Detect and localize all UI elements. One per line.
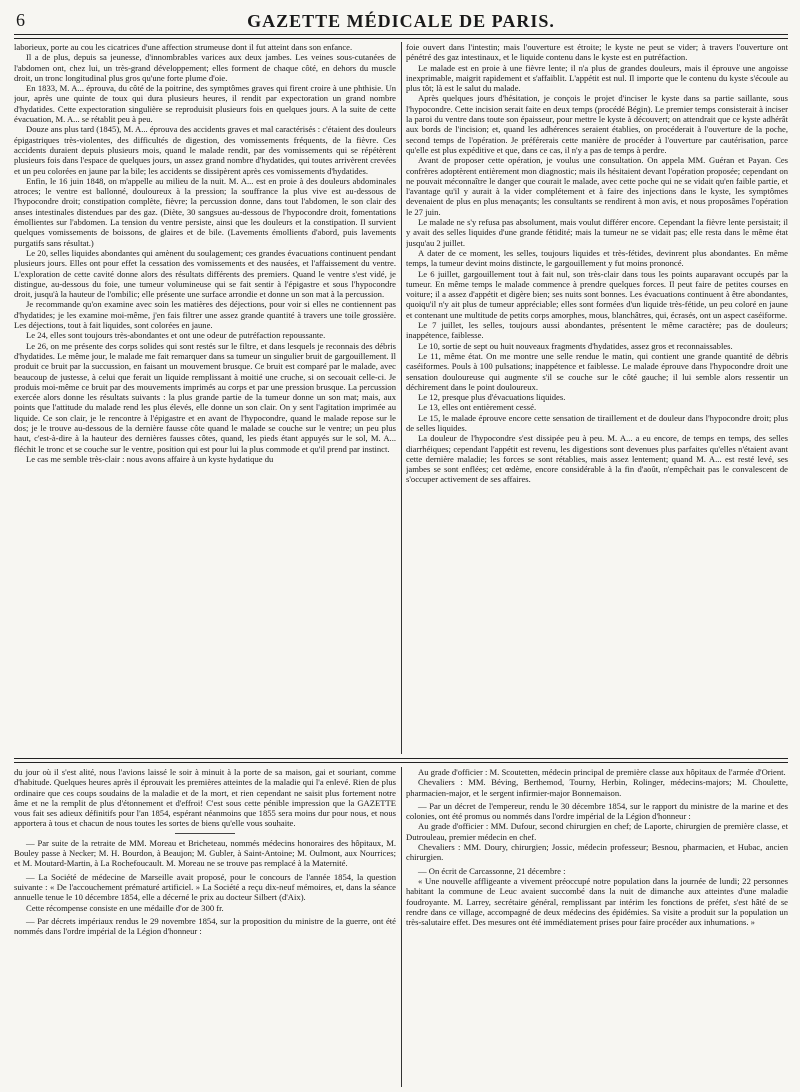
paragraph: Après quelques jours d'hésitation, je conçois le projet d'inciser le kyste dans sa partie saillante, sous l'hypocondre. Cette incision serait faite en deux temps (procédé Bégin). Le premier temps consisterait à inciser la paroi du ventre dans toute son épaisseur, pour mettre le kyste à découvert; on attendrait que ce kyste adhérât aux bords de l'incision; et, quand les adhérences seraient établies, on procéderait à l'ouverture de la poche, second temps de l'opération. Je préférerais cette manière de procéder à l'ouverture par cautérisation, parce qu'elle est plus expéditive et que, dans ce cas, il n'y a pas de temps à perdre. — [406, 93, 788, 155]
news-item: — Par suite de la retraite de MM. Moreau et Bricheteau, nommés médecins honoraires des hôpitaux, M. Bouley passe à Necker; M. H. Bourdon, à Beaujon; M. Gubler, à Saint-Antoine; M. Oulmont, aux Nourrices; et M. Moutard-Martin, à La Rochefoucault. M. Moreau ne se trouve pas remplacé à la Maternité. — [14, 837, 396, 869]
paragraph: Le 26, on me présente des corps solides qui sont restés sur le filtre, et dans lesquels je reconnais des débris d'hydatides. Le même jour, le malade me fait remarquer dans sa tumeur un singulier bruit de gargouillement. Il produit ce bruit par la succussion, en faisant un mouvement brusque. Ce bruit est comparé par le malade, avec beaucoup de justesse, à celui que ferait un liquide remplissant à moitié une cruche, si on secouait celle-ci. Je produis moi-même ce bruit par des mouvements imprimés au corps et par une pression brusque. La percussion exercée alors donne les résultats suivants : la plus grande partie de la tumeur donne un son mat; mais, aux points que l'attitude du malade rend les plus élevés, elle donne un son clair. On y sent l'agitation imprimée au liquide. Ce son clair, je le rencontre à l'épigastre et en avant de l'hypocondre, quand le malade repose sur le dos; je le trouve au-dessous de la dernière fausse côte quand le malade se couche sur le ventre; un peu plus haut, c'est-à-dire à la hauteur des dernières fausses côtes, quand, les pieds étant appuyés sur le sol, M. A... fléchit le tronc et se couche sur le ventre, position qui est pour lui la plus commode et qu'il prend par instinct. — [14, 340, 396, 454]
paragraph: Le cas me semble très-clair : nous avons affaire à un kyste hydatique du — [26, 453, 274, 464]
column-divider — [401, 767, 402, 1087]
paragraph: du jour où il s'est alité, nous l'avions laissé le soir à minuit à la porte de sa maison, gai et souriant, comme d'habitude. Quelques heures après il éprouvait les premières atteintes de la maladie qui l'a enlevé. Rien de plus ordinaire que ces coups soudains de la maladie et de la mort, et rien cependant ne saisit plus fortement notre âme et ne la remplit de plus d'étonnement et d'effroi! C'est sous cette pénible impression que la GAZETTE vous fait ses adieux définitifs pour l'an 1854, espérant néanmoins que 1855 sera moins dur pour nous, et nous apportera à tous et chacun de nous toutes les sortes de biens qu'elle vous souhaite. — [14, 767, 396, 829]
top-left-column — [14, 42, 396, 754]
paragraph: Le 6 juillet, gargouillement tout à fait nul, son très-clair dans tous les points auparavant occupés par la tumeur. En même temps le malade commence à prendre quelques forces. Il peut faire de petites courses en voiture; il a assez d'appétit et digère bien; ses nuits sont bonnes. Les évacuations continuent à être abondantes, quoiqu'il n'y ait plus de tumeur appréciable; elles sont formées d'un liquide très-fétide, un peu coloré en jaune et contenant une multitude de petits corps amorphes, mous, blanchâtres, qui, écrasés, ont un aspect caséiforme. — [406, 268, 788, 320]
news-item: Au grade d'officier : MM. Dufour, second chirurgien en chef; de Laporte, chirurgien de première classe, et Dutrouleau, premier médecin en chef. — [406, 821, 788, 842]
paragraph: Le 10, sortie de sept ou huit nouveaux fragments d'hydatides, assez gros et reconnaissables. — [418, 340, 733, 351]
paragraph: En 1833, M. A... éprouva, du côté de la poitrine, des symptômes graves qui firent croire à une phthisie. Un jour, après une quinte de toux qui dura plusieurs heures, il rendit par expectoration un grand nombre d'hydatides. Cette expectoration singulière se reproduisit plusieurs fois en quelques jours. A la suite de cette évacuation, M. A... se rétablit peu à peu. — [14, 83, 396, 125]
paragraph: Le 13, elles ont entièrement cessé. — [418, 402, 537, 413]
paragraph: Le 11, même état. On me montre une selle rendue le matin, qui contient une grande quantité de débris caséiformes. Pouls à 100 pulsations; inappétence et faiblesse. Le malade éprouve dans l'hypocondre droit une sensation douloureuse qui augmente s'il se couche sur le côté gauche; il lui semble alors ressentir un déchirement dans le point douloureux. — [406, 350, 788, 392]
paragraph: Le malade est en proie à une fièvre lente; il n'a plus de grandes douleurs, mais il éprouve une angoisse inexprimable, maigrit rapidement et s'affaiblit. L'appétit est nul. Il importe que le contenu du kyste s'écoule au plus tôt; là est le salut du malade. — [406, 62, 788, 94]
separator-rule — [175, 833, 235, 834]
news-item: « Une nouvelle affligeante a vivement préoccupé notre population dans la journée de lundi; 22 personnes habitant la commune de Leuc avaient succombé dans la nuit de dimanche aux atteintes d'une maladie foudroyante. M. Larrey, secrétaire général, remplissant par intérim les fonctions de préfet, s'est hâté de se rendre dans ce village, accompagné de deux médecins des épidémies. Sa visite a produit sur la population un très-salutaire effet. Des mesures ont été immédiatement prises pour faire procéder aux inhumations. » — [406, 875, 788, 928]
paragraph: Enfin, le 16 juin 1848, on m'appelle au milieu de la nuit. M. A... est en proie à des douleurs abdominales atroces; le ventre est ballonné, douloureux à la pression; la souffrance la plus vive est au-dessous de l'hypocondre droit; constipation complète, fièvre; la percussion donne, dans tout l'abdomen, le son clair des anses intestinales distendues par des gaz. (Diète, 30 sangsues au-dessous de l'hypocondre droit, fomentations émollientes sur l'abdomen. La tension du ventre persiste, ainsi que les douleurs et la constipation. Il survient quelques vomissements de boissons, de glaires et de bile. (Lavements émollients d'abord, puis lavements purgatifs sans résultat.) — [14, 175, 396, 248]
bottom-right-column — [406, 767, 788, 1087]
paragraph: laborieux, porte au cou les cicatrices d'une affection strumeuse dont il fut atteint dans son enfance. — [14, 42, 353, 52]
news-item: Cette récompense consiste en une médaille d'or de 300 fr. — [26, 902, 224, 913]
header-rule — [14, 34, 788, 39]
bottom-columns — [14, 767, 788, 1087]
page-header — [14, 6, 788, 34]
paragraph: Douze ans plus tard (1845), M. A... éprouva des accidents graves et mal caractérisés : c'étaient des douleurs épigastriques très-violentes, des difficultés de digestion, des vomissements fréquents, de la fièvre. Ces accidents duraient depuis plusieurs mois, quand le malade rendit, par des vomissements qui se répétèrent plusieurs fois dans l'espace de quelques jours, un assez grand nombre d'hydatides, qui toutes arrivèrent crevées et un peu colorées en jaune par la bile; les accidents se dissipèrent après ces vomissements d'hydatides. — [14, 124, 396, 176]
section-rule — [14, 758, 788, 763]
paragraph: foie ouvert dans l'intestin; mais l'ouverture est étroite; le kyste ne peut se vider; à travers l'ouverture ont pénétré des gaz intestinaux, et le liquide contenu dans le kyste est en putréfaction. — [406, 42, 788, 63]
news-item: — On écrit de Carcassonne, 21 décembre : — [418, 865, 566, 876]
top-columns — [14, 42, 788, 754]
paragraph: La douleur de l'hypocondre s'est dissipée peu à peu. M. A... a eu encore, de temps en temps, des selles diarrhéiques; cependant l'appétit est revenu, les digestions sont devenues plus parfaites qu'elles n'étaient avant cette dernière maladie; les forces se sont rétablies, mais assez lentement; quand M. A... est resté levé, ses jambes se sont enflées; cet œdème, encore considérable à la fin d'août, n'empêchait pas le convalescent de s'occuper activement de ses affaires. — [406, 433, 788, 485]
paragraph: Le 20, selles liquides abondantes qui amènent du soulagement; ces grandes évacuations continuent pendant plusieurs jours. Elles ont pour effet la cessation des vomissements et des nausées, et l'affaissement du ventre. L'exploration de cette cavité donne alors des résultats différents des premiers. Quand le ventre s'est vidé, je distingue, au-dessous du foie, une tumeur volumineuse qui se fait sentir à l'épigastre et sous l'hypocondre droit, jusqu'à la hauteur de l'ombilic; elle présente une surface arrondie et donne un son mat à la percussion. — [14, 247, 396, 300]
paragraph: Avant de proposer cette opération, je voulus une consultation. On appela MM. Guéran et Payan. Ces confrères adoptèrent entièrement mon diagnostic; mais ils hésitaient devant l'opération proposée; cependant on ne pouvait méconnaître le danger que courait le malade, avec cette poche qui ne se vidait qu'en faible partie, et l'avantage qu'il y aurait à la vider complétement et à faire des injections dans le kyste, les symptômes devenaient de plus en plus menaçants; les consultants se rendirent à mon avis, et nous proposâmes l'opération le 27 juin. — [406, 155, 788, 217]
paragraph: Le 7 juillet, les selles, toujours aussi abondantes, présentent le même caractère; pas de douleurs; inappétence, faiblesse. — [406, 320, 788, 341]
paragraph: Le malade ne s'y refusa pas absolument, mais voulut différer encore. Cependant la fièvre lente persistait; il y avait des selles liquides d'une grande fétidité; mais la tumeur ne se vidait pas; elle resta dans le même état jusqu'au 2 juillet. — [406, 217, 788, 248]
column-divider — [401, 42, 402, 754]
bottom-left-column — [14, 767, 396, 1087]
news-item: Chevaliers : MM. Doury, chirurgien; Jossic, médecin professeur; Besnou, pharmacien, et Hubac, ancien chirurgien. — [406, 842, 788, 863]
news-item: — Par décrets impériaux rendus le 29 novembre 1854, sur la proposition du ministre de la guerre, ont été nommés dans l'ordre impérial de la Légion d'honneur : — [14, 915, 396, 937]
paragraph: Je recommande qu'on examine avec soin les matières des déjections, pour voir si elles ne contiennent pas d'hydatides; je les examine moi-même, j'en fais filtrer une assez grande quantité à travers une toile grossière. Les déjections, tout à fait liquides, sont colorées en jaune. — [14, 299, 396, 331]
news-item: Chevaliers : MM. Béving, Berthemod, Tourny, Herbin, Rolinger, médecins-majors; M. Choulette, pharmacien-major, et le sergent infirmier-major Bonnemaison. — [406, 777, 788, 798]
paragraph: Le 12, presque plus d'évacuations liquides. — [418, 392, 566, 403]
top-right-column — [406, 42, 788, 754]
journal-title: GAZETTE MÉDICALE DE PARIS. — [247, 11, 555, 31]
news-item: — Par un décret de l'empereur, rendu le 30 décembre 1854, sur le rapport du ministre de la marine et des colonies, ont été promus ou nommés dans l'ordre impérial de la Légion d'honneur : — [406, 800, 788, 822]
news-item: — La Société de médecine de Marseille avait proposé, pour le concours de l'année 1854, la question suivante : « De l'accouchement prématuré artificiel. » La Société a reçu dix-neuf mémoires, et, dans la séance annuelle tenue le 10 décembre 1854, elle a décerné le prix au docteur Silbert (d'Aix). — [14, 871, 396, 903]
paragraph: A dater de ce moment, les selles, toujours liquides et très-fétides, devinrent plus abondantes. En même temps, la tumeur devint moins distincte, le gargouillement y fut moins prononcé. — [406, 247, 788, 269]
news-item: Au grade d'officier : M. Scoutetten, médecin principal de première classe aux hôpitaux de l'armée d'Orient. — [418, 767, 786, 777]
paragraph: Il a de plus, depuis sa jeunesse, d'innombrables varices aux deux jambes. Les veines sous-cutanées de l'abdomen ont, chez lui, un très-grand développement; elles forment de chaque côté, en dehors du muscle droit, un tronc longitudinal plus gros qu'une forte plume d'oie. — [14, 52, 396, 83]
paragraph: Le 24, elles sont toujours très-abondantes et ont une odeur de putréfaction repoussante. — [26, 330, 326, 341]
page-number: 6 — [16, 10, 25, 30]
paragraph: Le 15, le malade éprouve encore cette sensation de tiraillement et de douleur dans l'hypocondre droit; plus de selles liquides. — [406, 412, 788, 433]
